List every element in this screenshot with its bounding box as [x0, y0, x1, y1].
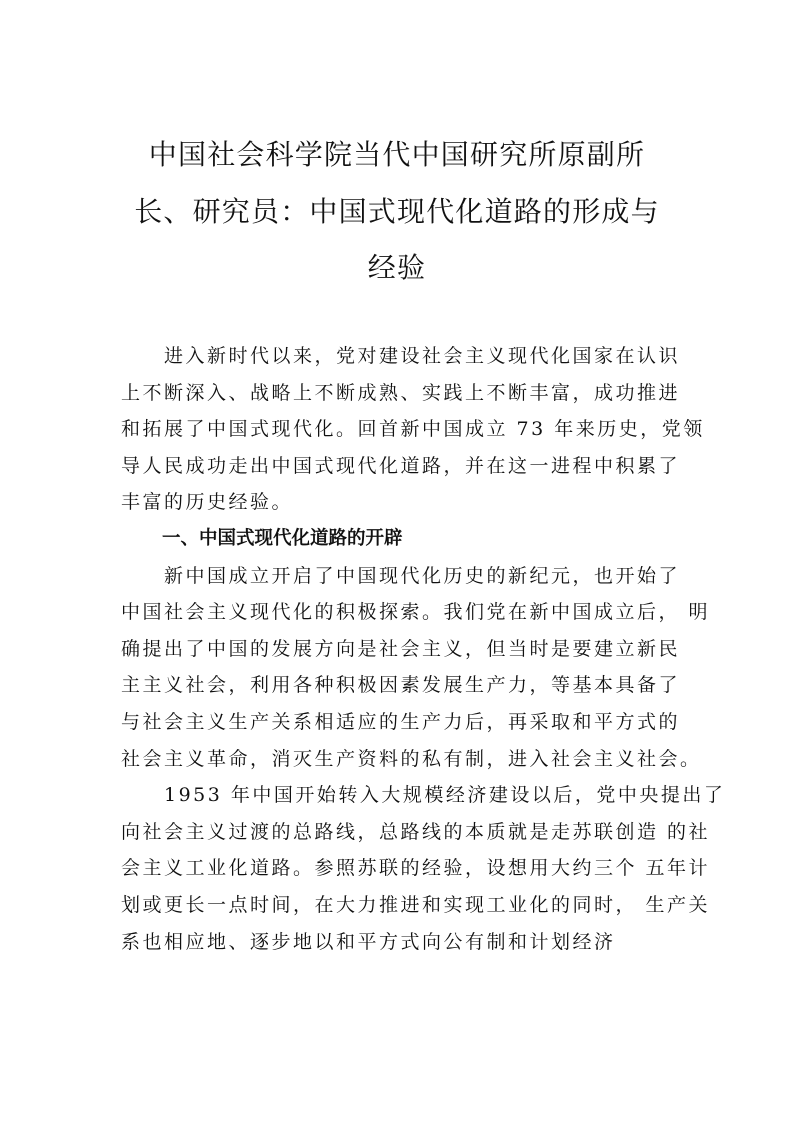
text-line: 进入新时代以来，党对建设社会主义现代化国家在认识 [164, 345, 681, 367]
title-line: 长、研究员：中国式现代化道路的形成与 [134, 194, 660, 228]
text-line: 向社会主义过渡的总路线，总路线的本质就是走苏联创造 的社 [121, 820, 711, 843]
title-line: 中国社会科学院当代中国研究所原副所 [148, 138, 646, 171]
paragraph [121, 338, 711, 521]
text-line: 和拓展了中国式现代化。回首新中国成立 73 年来历史，党领 [121, 418, 705, 441]
title-line: 经验 [367, 251, 427, 284]
text-line: 系也相应地、逐步地以和平方式向公有制和计划经济 [121, 930, 616, 953]
text-line: 社会主义革命，消灭生产资料的私有制，进入社会主义社会。 [121, 747, 702, 770]
section-heading: 一、中国式现代化道路的开辟 [162, 527, 403, 549]
text-line: 1953 年中国开始转入大规模经济建设以后，党中央提出了 [164, 784, 726, 807]
text-line: 中国社会主义现代化的积极探索。我们党在新中国成立后， 明 [121, 601, 711, 624]
document-title [0, 132, 794, 302]
text-line: 会主义工业化道路。参照苏联的经验，设想用大约三个 五年计 [121, 857, 711, 880]
text-line: 确提出了中国的发展方向是社会主义，但当时是要建立新民 [121, 637, 681, 660]
text-line: 主主义社会，利用各种积极因素发展生产力，等基本具备了 [121, 674, 681, 697]
text-line: 新中国成立开启了中国现代化历史的新纪元，也开始了 [164, 564, 681, 587]
paragraph [121, 777, 726, 960]
paragraph [121, 558, 711, 778]
text-line: 丰富的历史经验。 [121, 491, 294, 514]
text-line: 上不断深入、战略上不断成熟、实践上不断丰富，成功推进 [121, 381, 681, 404]
text-line: 划或更长一点时间，在大力推进和实现工业化的同时， 生产关 [121, 893, 711, 916]
text-line: 导人民成功走出中国式现代化道路，并在这一进程中积累了 [121, 454, 681, 477]
text-line: 与社会主义生产关系相适应的生产力后，再采取和平方式的 [121, 710, 681, 733]
document-body [121, 338, 726, 960]
